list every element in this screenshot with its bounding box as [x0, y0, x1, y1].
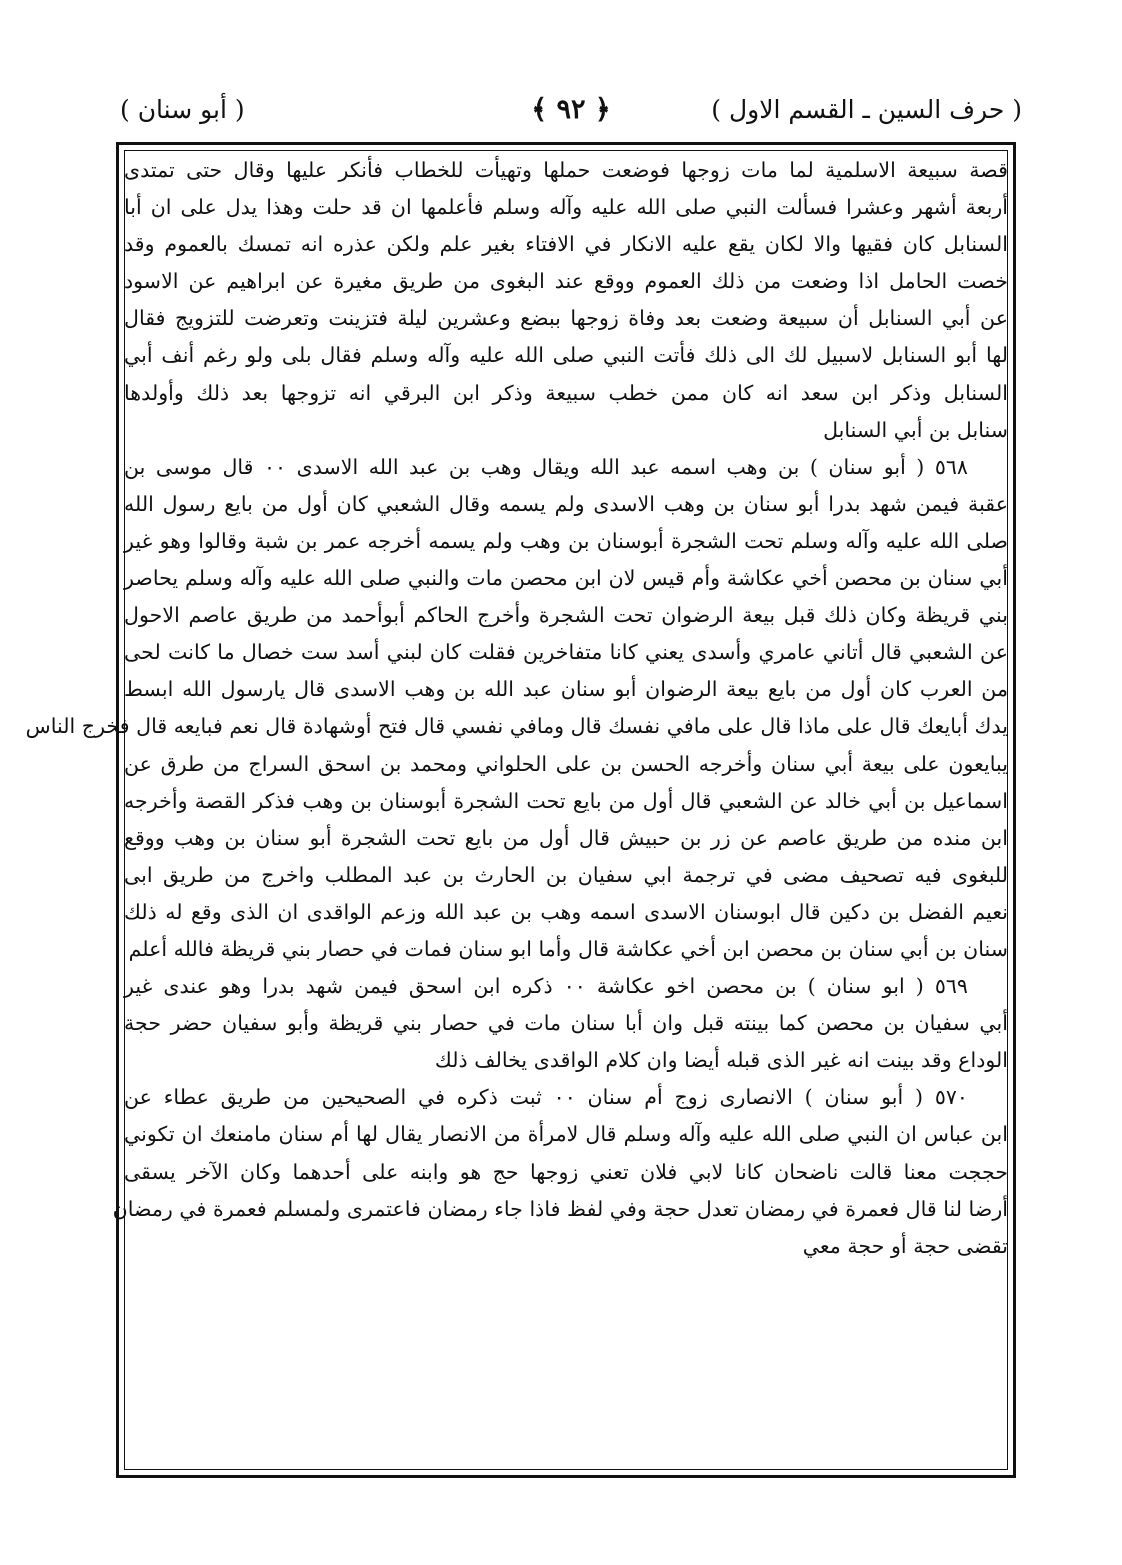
header-entry-title: ( أبو سنان ) — [120, 95, 245, 124]
text-line: بني قريظة وكان ذلك قبل بيعة الرضوان تحت الشجرة وأخرج الحاكم أبوأحمد من طريق عاصم الاحول — [124, 603, 1008, 628]
text-line: اسماعيل بن أبي خالد عن الشعبي قال أول من بايع تحت الشجرة أبوسنان بن وهب فذكر القصة وأخرجه — [124, 788, 1008, 813]
text-line: لها أبو السنابل لاسبيل لك الى ذلك فأتت النبي صلى الله عليه وآله وسلم فقال بلى ولو رغم أنف أبي — [124, 343, 1008, 368]
text-line: صلى الله عليه وآله وسلم تحت الشجرة أبوسنان بن وهب ولم يسمه أخرجه عمر بن شبة وقالوا وهو غير — [124, 528, 1008, 553]
text-line: السنابل وذكر ابن سعد انه كان ممن خطب سبيعة وذكر ابن البرقي انه تزوجها بعد ذلك وأولدها — [124, 380, 1008, 405]
text-line: من العرب كان أول من بايع بيعة الرضوان أبو سنان عبد الله بن وهب الاسدى قال يارسول الله ابسط — [124, 677, 1008, 702]
page-header — [120, 88, 1022, 132]
text-line: نعيم الفضل بن دكين قال ابوسنان الاسدى اسمه وهب بن عبد الله وزعم الواقدى ان الذى وقع له ذلك — [124, 899, 1008, 924]
text-line: سنابل بن أبي السنابل — [823, 417, 1008, 442]
text-line: أرضا لنا قال فعمرة في رمضان تعدل حجة وفي لفظ فاذا جاء رمضان فاعتمرى ولمسلم فعمرة في رمضان — [112, 1196, 1008, 1221]
text-line: أبي سفيان بن محصن كما بينته قبل وان أبا سنان مات في حصار بني قريظة وأبو سفيان حضر حجة — [124, 1011, 1008, 1036]
text-line: سنان بن أبي سنان بن محصن ابن أخي عكاشة قال وأما ابو سنان فمات في حصار بني قريظة فالله أعلم — [128, 936, 1008, 961]
text-line: ابن عباس ان النبي صلى الله عليه وآله وسلم قال لامرأة من الانصار يقال لها أم سنان مامنعك ان تكوني — [124, 1122, 1008, 1147]
text-line: خصت الحامل اذا وضعت من ذلك العموم ووقع عند البغوى من طريق مغيرة عن ابراهيم عن الاسود — [124, 269, 1008, 294]
text-line: أربعة أشهر وعشرا فسألت النبي صلى الله عليه وآله وسلم فأعلمها ان قد حلت وهذا يدل على ان أبا — [124, 195, 1008, 220]
text-line: ٥٦٩ ( ابو سنان ) بن محصن اخو عكاشة ٠٠ ذكره ابن اسحق فيمن شهد بدرا وهو عندى غير — [124, 974, 968, 999]
header-section-title: ( حرف السين ـ القسم الاول ) — [711, 95, 1022, 124]
text-line: ٥٦٨ ( أبو سنان ) بن وهب اسمه عبد الله ويقال وهب بن عبد الله الاسدى ٠٠ قال موسى بن — [124, 454, 968, 479]
text-line: السنابل كان فقيها والا لكان يقع عليه الانكار في الافتاء بغير علم ولكن عذره انه تمسك بالعموم وقد — [124, 232, 1008, 257]
text-line: ابن منده من طريق عاصم عن زر بن حبيش قال أول من بايع تحت الشجرة أبو سنان بن وهب ووقع — [124, 825, 1008, 850]
text-line: الوداع وقد بينت انه غير الذى قبله أيضا وان كلام الواقدى يخالف ذلك — [434, 1048, 1008, 1073]
text-line: عقبة فيمن شهد بدرا أبو سنان بن وهب الاسدى ولم يسمه وقال الشعبي كان أول من بايع رسول الله — [124, 491, 1008, 516]
text-line: حججت معنا قالت ناضحان كانا لابي فلان تعني زوجها حج هو وابنه على أحدهما وكان الآخر يسقى — [124, 1159, 1008, 1184]
text-line: تقضى حجة أو حجة معي — [802, 1233, 1008, 1258]
text-body — [25, 152, 1008, 1472]
page-number: ﴿ ٩٢ ﴾ — [531, 94, 611, 125]
text-line: عن أبي السنابل أن سبيعة وضعت بعد وفاة زوجها ببضع وعشرين ليلة فتزينت وتعرضت للتزويج فقال — [124, 306, 1008, 331]
text-line: أبي سنان بن محصن أخي عكاشة وأم قيس لان ابن محصن مات والنبي صلى الله عليه وآله وسلم يحاصر — [124, 566, 1008, 591]
text-line: ٥٧٠ ( أبو سنان ) الانصارى زوج أم سنان ٠٠ ثبت ذكره في الصحيحين من طريق عطاء عن — [124, 1085, 968, 1110]
text-line: قصة سبيعة الاسلمية لما مات زوجها فوضعت حملها وتهيأت للخطاب فأنكر عليها وقال حتى تمتدى — [124, 158, 1008, 182]
text-line: يبايعون على بيعة أبي سنان وأخرجه الحسن بن على الحلواني ومحمد بن اسحق السراج من طرق عن — [124, 751, 1008, 776]
text-line: عن الشعبي قال أتاني عامري وأسدى يعني كانا متفاخرين فقلت كان لبني أسد ست خصال ما كانت لحى — [124, 640, 1008, 665]
text-line: للبغوى فيه تصحيف مضى في ترجمة ابي سفيان بن الحارث بن عبد المطلب واخرج من طريق ابى — [124, 862, 1008, 887]
text-line: يدك أبايعك قال على ماذا قال على مافي نفسك قال ومافي نفسي قال فتح أوشهادة قال نعم فبايعه قال فخرج الناس — [25, 714, 1008, 739]
